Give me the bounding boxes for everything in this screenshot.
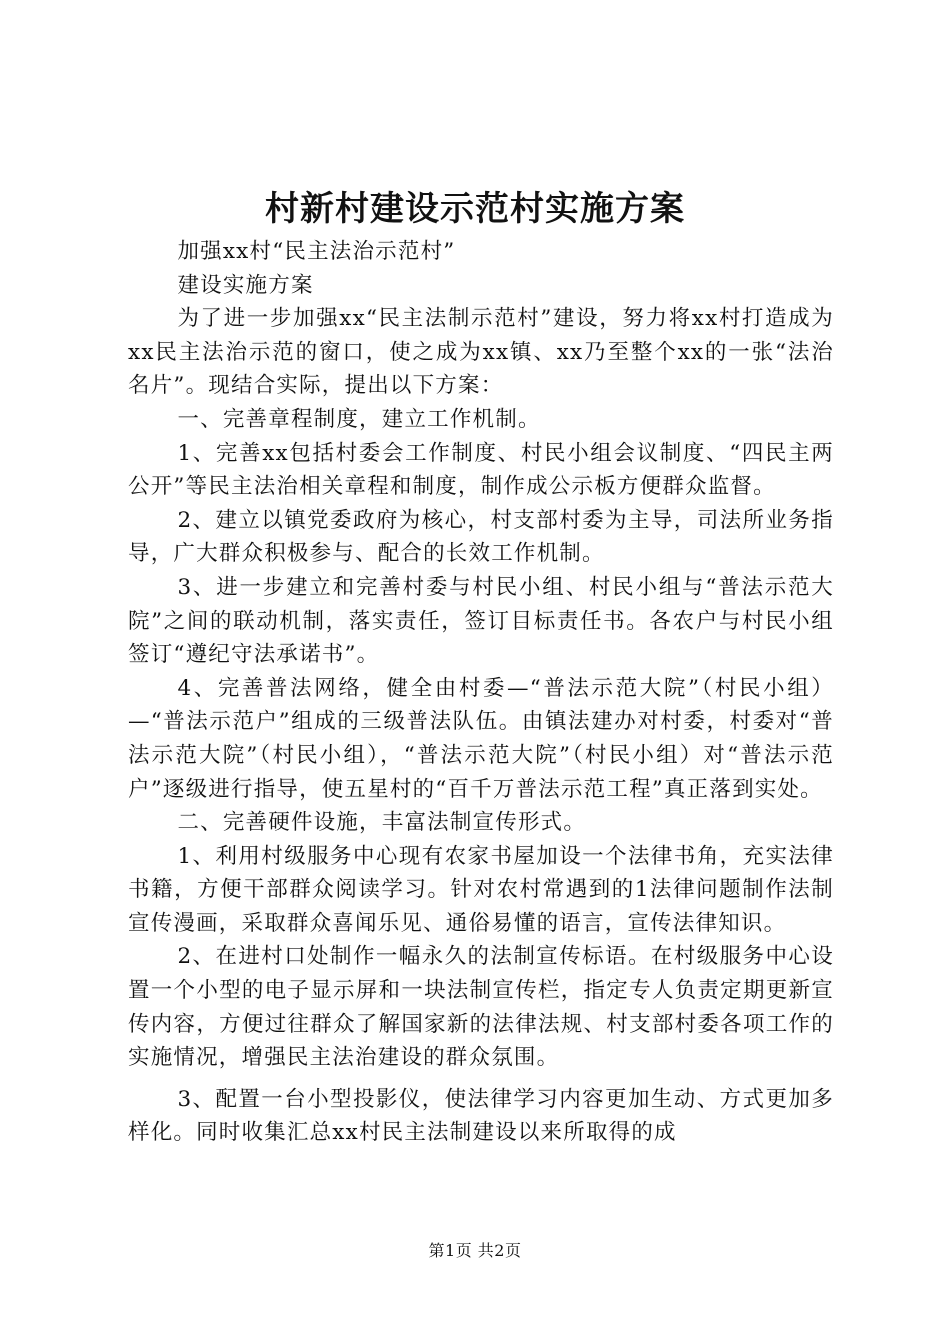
- document-title: 村新村建设示范村实施方案: [265, 189, 685, 229]
- section-heading: 二、完善硬件设施，丰富法制宣传形式。: [177, 810, 587, 836]
- document-body: [128, 235, 834, 1150]
- body-paragraph: 为了进一步加强xx“民主法制示范村”建设，努力将xx村打造成为xx民主法治示范的窗口，使之成为xx镇、xx乃至整个xx的一张“法治名片”。现结合实际，提出以下方案：: [128, 306, 834, 399]
- body-paragraph: 2、建立以镇党委政府为核心，村支部村委为主导，司法所业务指导，广大群众积极参与、配合的长效工作机制。: [128, 507, 834, 567]
- body-paragraph: 3、进一步建立和完善村委与村民小组、村民小组与“普法示范大院”之间的联动机制，落实责任，签订目标责任书。各农户与村民小组签订“遵纪守法承诺书”。: [128, 574, 834, 668]
- body-paragraph: 2、在进村口处制作一幅永久的法制宣传标语。在村级服务中心设置一个小型的电子显示屏和一块法制宣传栏，指定专人负责定期更新宣传内容，方便过往群众了解国家新的法律法规、村支部村委各项工作的实施情况，增强民主法治建设的群众氛围。: [128, 944, 834, 1071]
- body-paragraph: 加强xx村“民主法治示范村”: [177, 239, 456, 264]
- body-paragraph: 4、完善普法网络，健全由村委—“普法示范大院”（村民小组）—“普法示范户”组成的三级普法队伍。由镇法建办对村委，村委对“普法示范大院”（村民小组），“普法示范大院”（村民小组）对“普法示范户”逐级进行指导，使五星村的“百千万普法示范工程”真正落到实处。: [128, 675, 834, 802]
- body-paragraph: 1、利用村级服务中心现有农家书屋加设一个法律书角，充实法律书籍，方便干部群众阅读学习。针对农村常遇到的1法律问题制作法制宣传漫画，采取群众喜闻乐见、通俗易懂的语言，宣传法律知识。: [128, 843, 834, 936]
- section-heading: 一、完善章程制度，建立工作机制。: [177, 406, 541, 432]
- page-footer: 第1页 共2页: [428, 1241, 522, 1260]
- body-paragraph: 3、配置一台小型投影仪，使法律学习内容更加生动、方式更加多样化。同时收集汇总xx村民主法制建设以来所取得的成: [128, 1086, 834, 1146]
- body-paragraph: 1、完善xx包括村委会工作制度、村民小组会议制度、“四民主两公开”等民主法治相关章程和制度，制作成公示板方便群众监督。: [128, 440, 834, 500]
- body-paragraph: 建设实施方案: [177, 272, 314, 298]
